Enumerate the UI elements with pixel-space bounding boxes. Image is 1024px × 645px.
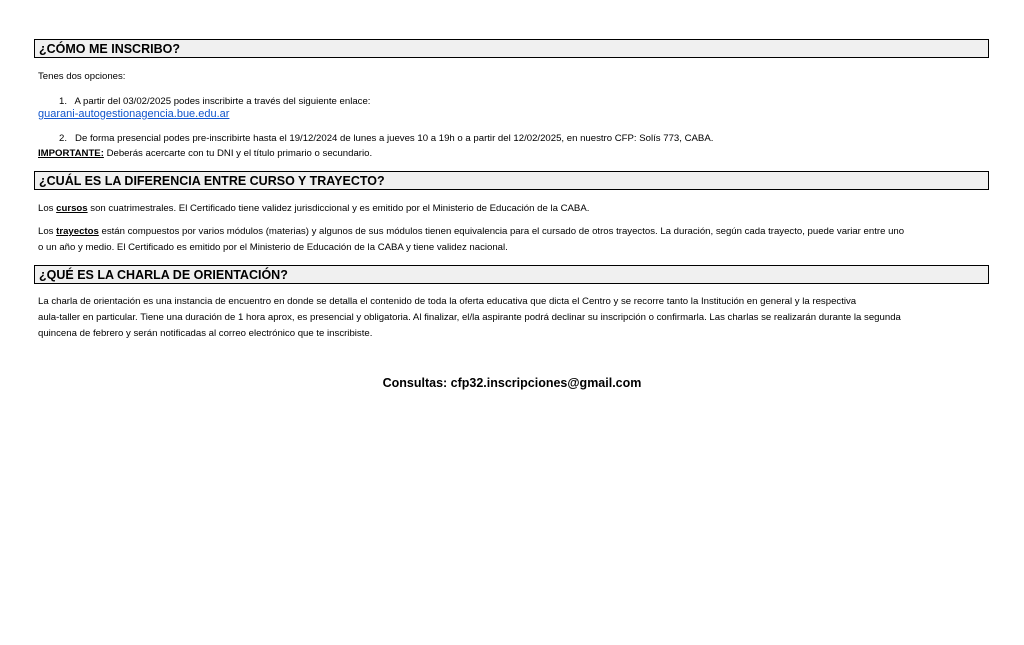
important-label: IMPORTANTE:	[38, 148, 104, 159]
trayectos-paragraph-line2: o un año y medio. El Certificado es emitido por el Ministerio de Educación de la CABA y tiene validez nacional.	[38, 242, 508, 253]
inscription-link[interactable]: guarani-autogestionagencia.bue.edu.ar	[38, 108, 230, 120]
intro-text: Tenes dos opciones:	[38, 71, 126, 82]
cursos-paragraph	[38, 203, 589, 215]
consultas-contact: Consultas: cfp32.inscripciones@gmail.com	[382, 376, 642, 390]
trayectos-text: están compuestos por varios módulos (materias) y algunos de sus módulos tienen equivalencia para el cursado de otros trayectos. La duración, según cada trayecto, puede variar entre uno	[101, 226, 905, 237]
important-text: Deberás acercarte con tu DNI y el título primario o secundario.	[106, 148, 373, 159]
trayectos-term: trayectos	[56, 226, 99, 237]
charla-line-1: La charla de orientación es una instancia de encuentro en donde se detalla el contenido de toda la oferta educativa que dicta el Centro y se recorre tanto la Institución en general y la respectiva	[38, 296, 857, 307]
section-heading-curso-vs-trayecto: ¿CUÁL ES LA DIFERENCIA ENTRE CURSO Y TRAYECTO?	[34, 171, 989, 190]
important-note	[38, 148, 372, 160]
trayectos-paragraph-line1	[38, 226, 904, 238]
cursos-pre: Los	[38, 203, 54, 214]
option-2-text: De forma presencial podes pre-inscribirte hasta el 19/12/2024 de lunes a jueves 10 a 19h o a partir del 12/02/2025, en nuestro CFP: Solís 773, CABA.	[75, 133, 714, 144]
option-2-number: 2.	[59, 133, 68, 144]
charla-line-3: quincena de febrero y serán notificadas al correo electrónico que te inscribiste.	[38, 328, 373, 339]
section-heading-como-me-inscribo: ¿CÓMO ME INSCRIBO?	[34, 39, 989, 58]
cursos-text: son cuatrimestrales. El Certificado tiene validez jurisdiccional y es emitido por el Ministerio de Educación de la CABA.	[90, 203, 590, 214]
trayectos-pre: Los	[38, 226, 54, 237]
cursos-term: cursos	[56, 203, 88, 214]
option-1-item	[59, 96, 370, 108]
option-1-number: 1.	[59, 96, 68, 107]
option-1-text: A partir del 03/02/2025 podes inscribirte a través del siguiente enlace:	[74, 96, 371, 107]
charla-line-2: aula-taller en particular. Tiene una duración de 1 hora aprox, es presencial y obligatoria. Al finalizar, el/la aspirante podrá declinar su inscripción o confirmarla. Las charlas se realizarán durante la segunda	[38, 312, 901, 323]
option-2-item	[59, 133, 713, 145]
section-heading-charla-orientacion: ¿QUÉ ES LA CHARLA DE ORIENTACIÓN?	[34, 265, 989, 284]
